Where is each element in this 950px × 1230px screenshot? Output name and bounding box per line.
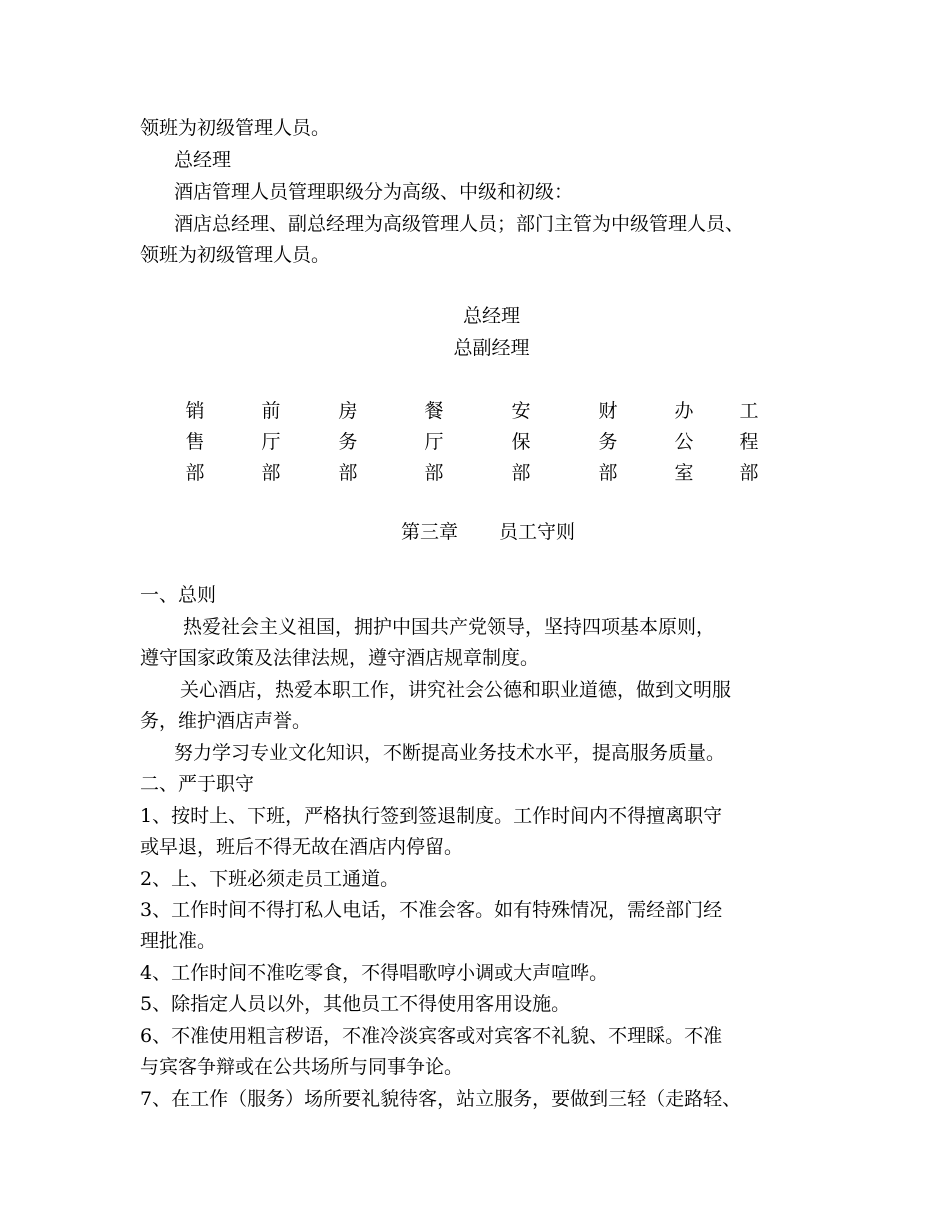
rule1-line1: 1、按时上、下班，严格执行签到签退制度。工作时间内不得擅离职守: [140, 805, 723, 827]
intro-line-4: 酒店总经理、副总经理为高级管理人员；部门主管为中级管理人员、: [174, 213, 745, 235]
section2-heading: 二、严于职守: [140, 773, 255, 795]
rule2-line1: 2、上、下班必须走员工通道。: [140, 868, 400, 890]
department-restaurant: 餐 厅 部: [424, 400, 444, 484]
department-front-office: 前 厅 部: [261, 400, 281, 484]
section1-p3-line1: 努力学习专业文化知识，不断提高业务技术水平，提高服务质量。: [174, 742, 726, 764]
rule5-line1: 5、除指定人员以外，其他员工不得使用客用设施。: [140, 993, 571, 1015]
department-sales: 销 售 部: [185, 400, 205, 484]
rule6-line2: 与宾客争辩或在公共场所与同事争论。: [140, 1056, 464, 1078]
rule3-line2: 理批准。: [140, 930, 217, 952]
rule6-line1: 6、不准使用粗言秽语，不准冷淡宾客或对宾客不礼貌、不理睬。不准: [140, 1025, 723, 1047]
rule7-line1: 7、在工作（服务）场所要礼貌待客，站立服务，要做到三轻（走路轻、: [140, 1088, 742, 1110]
chapter-title: 员工守则: [499, 521, 576, 543]
intro-line-3: 酒店管理人员管理职级分为高级、中级和初级：: [174, 181, 574, 203]
org-chart-second: 总副经理: [453, 337, 530, 359]
rule3-line1: 3、工作时间不得打私人电话，不准会客。如有特殊情况，需经部门经: [140, 899, 723, 921]
section1-p1-line2: 遵守国家政策及法律法规，遵守酒店规章制度。: [140, 647, 540, 669]
intro-line-2: 总经理: [174, 149, 232, 171]
rule1-line2: 或早退，班后不得无故在酒店内停留。: [140, 836, 464, 858]
intro-line-5: 领班为初级管理人员。: [140, 244, 331, 266]
section1-p1-line1: 热爱社会主义祖国，拥护中国共产党领导，坚持四项基本原则，: [183, 616, 716, 638]
intro-line-1: 领班为初级管理人员。: [140, 117, 331, 139]
department-finance: 财 务 部: [598, 400, 618, 484]
department-office: 办 公 室: [674, 400, 694, 484]
org-chart-top: 总经理: [462, 305, 520, 327]
section1-p2-line2: 务，维护酒店声誉。: [140, 710, 312, 732]
section1-p2-line1: 关心酒店，热爱本职工作，讲究社会公德和职业道德，做到文明服: [180, 679, 732, 701]
department-housekeeping: 房 务 部: [338, 400, 358, 484]
department-engineering: 工 程 部: [739, 400, 759, 484]
rule4-line1: 4、工作时间不准吃零食，不得唱歌哼小调或大声喧哗。: [140, 962, 609, 984]
chapter-number: 第三章: [401, 521, 459, 543]
department-security: 安 保 部: [511, 400, 531, 484]
section1-heading: 一、总则: [140, 584, 217, 606]
